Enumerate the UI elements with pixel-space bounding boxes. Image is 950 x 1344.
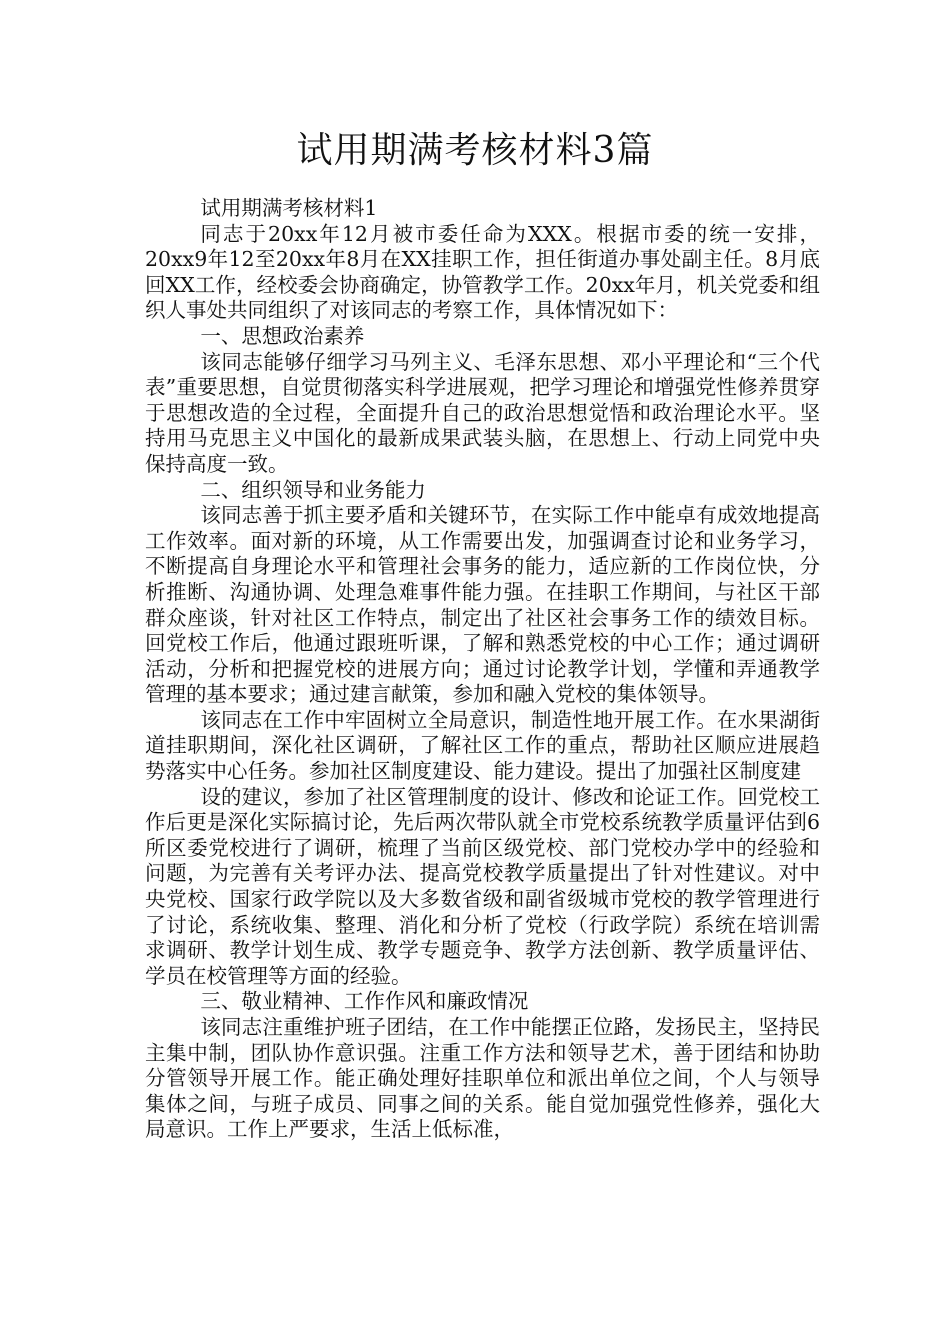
paragraph: 同志于20xx年12月被市委任命为XXX。根据市委的统一安排，20xx9年12至20xx年8月在XX挂职工作，担任街道办事处副主任。8月底回XX工作，经校委会协商确定，协管教学工作。20xx年月，机关党委和组织人事处共同组织了对该同志的考察工作，具体情况如下： <box>145 221 820 323</box>
paragraph: 该同志能够仔细学习马列主义、毛泽东思想、邓小平理论和“三个代表”重要思想，自觉贯彻落实科学进展观，把学习理论和增强党性修养贯穿于思想改造的全过程，全面提升自己的政治思想觉悟和政治理论水平。坚持用马克思主义中国化的最新成果武装头脑，在思想上、行动上同党中央保持高度一致。 <box>145 349 820 476</box>
paragraph: 该同志善于抓主要矛盾和关键环节，在实际工作中能卓有成效地提高工作效率。面对新的环境，从工作需要出发，加强调查讨论和业务学习，不断提高自身理论水平和管理社会事务的能力，适应新的工作岗位快，分析推断、沟通协调、处理急难事件能力强。在挂职工作期间，与社区干部群众座谈，针对社区工作特点，制定出了社区社会事务工作的绩效目标。回党校工作后，他通过跟班听课，了解和熟悉党校的中心工作；通过调研活动，分析和把握党校的进展方向；通过讨论教学计划，学懂和弄通教学管理的基本要求；通过建言献策，参加和融入党校的集体领导。 <box>145 503 820 707</box>
paragraph: 设的建议，参加了社区管理制度的设计、修改和论证工作。回党校工作后更是深化实际搞讨论，先后两次带队就全市党校系统教学质量评估到6所区委党校进行了调研，梳理了当前区级党校、部门党校办学中的经验和问题，为完善有关考评办法、提高党校教学质量提出了针对性建议。对中央党校、国家行政学院以及大多数省级和副省级城市党校的教学管理进行了讨论，系统收集、整理、消化和分析了党校（行政学院）系统在培训需求调研、教学计划生成、教学专题竞争、教学方法创新、教学质量评估、学员在校管理等方面的经验。 <box>145 784 820 988</box>
section-heading: 三、敬业精神、工作作风和廉政情况 <box>200 989 529 1014</box>
document-title: 试用期满考核材料3篇 <box>296 130 654 171</box>
paragraph: 该同志注重维护班子团结，在工作中能摆正位路，发扬民主，坚持民主集中制，团队协作意识强。注重工作方法和领导艺术，善于团结和协助分管领导开展工作。能正确处理好挂职单位和派出单位之间，个人与领导集体之间，与班子成员、同事之间的关系。能自觉加强党性修养，强化大局意识。工作上严要求，生活上低标准， <box>145 1015 820 1142</box>
section-heading: 二、组织领导和业务能力 <box>200 477 426 502</box>
section-title: 试用期满考核材料1 <box>200 196 378 220</box>
document-body <box>145 196 820 1143</box>
section-heading: 一、思想政治素养 <box>200 323 365 348</box>
paragraph: 该同志在工作中牢固树立全局意识，制造性地开展工作。在水果湖街道挂职期间，深化社区调研，了解社区工作的重点，帮助社区顺应进展趋势落实中心任务。参加社区制度建设、能力建设。提出了加强社区制度建 <box>145 707 820 784</box>
